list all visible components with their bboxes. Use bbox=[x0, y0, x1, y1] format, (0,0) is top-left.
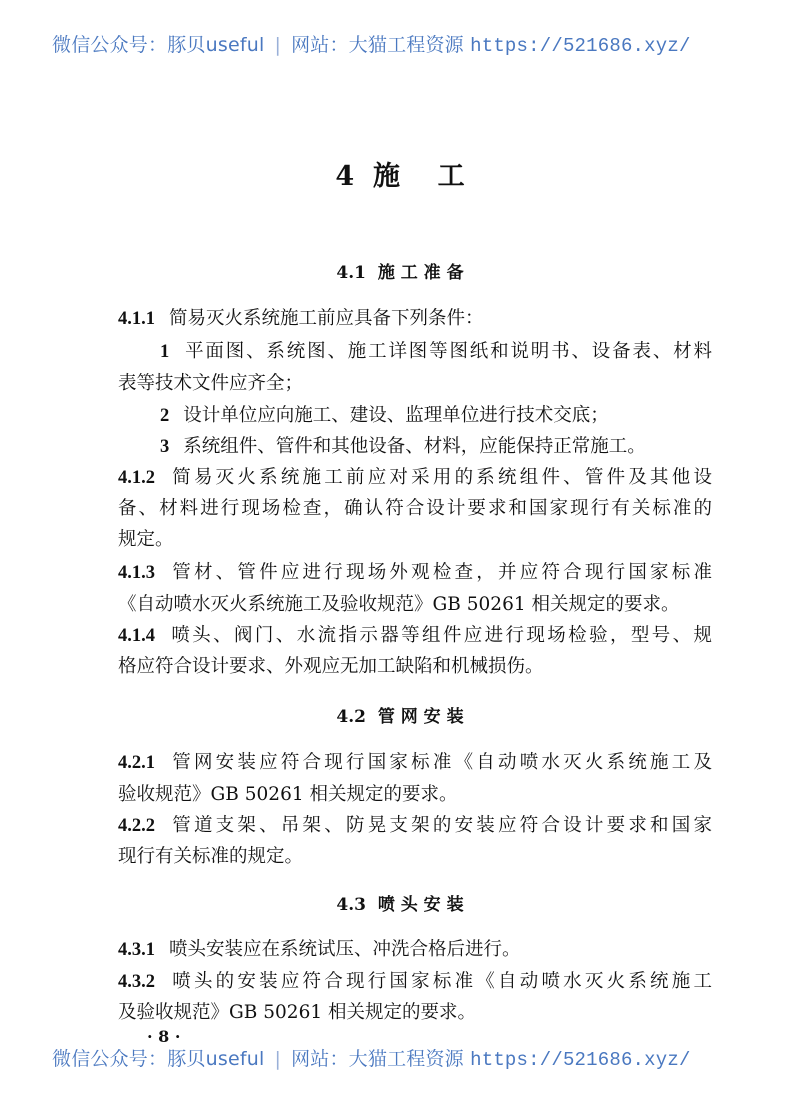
clause-line: 4.2.1 管网安装应符合现行国家标准《自动喷水灭火系统施工及 bbox=[118, 752, 712, 773]
section-heading: 4.2 管 网 安 装 bbox=[336, 707, 464, 727]
text-line: 验收规范》GB 50261 相关规定的要求。 bbox=[118, 784, 458, 805]
text-line: 规定。 bbox=[118, 529, 174, 550]
watermark-url[interactable]: https://521686.xyz/ bbox=[470, 35, 691, 57]
watermark-bottom bbox=[52, 1044, 691, 1071]
watermark-url[interactable]: https://521686.xyz/ bbox=[470, 1049, 691, 1071]
clause-line: 4.3.2 喷头的安装应符合现行国家标准《自动喷水灭火系统施工 bbox=[118, 971, 712, 992]
watermark-top bbox=[52, 30, 691, 57]
chapter-title: 4 施 工 bbox=[335, 161, 465, 192]
list-item: 2 设计单位应向施工、建设、监理单位进行技术交底； bbox=[160, 405, 609, 426]
clause-line: 4.1.1 简易灭火系统施工前应具备下列条件： bbox=[118, 308, 484, 329]
watermark-separator: | bbox=[274, 1048, 282, 1070]
list-item: 1 平面图、系统图、施工详图等图纸和说明书、设备表、材料 bbox=[160, 341, 712, 362]
clause-line: 4.1.3 管材、管件应进行现场外观检查，并应符合现行国家标准 bbox=[118, 562, 712, 583]
text-line: 备、材料进行现场检查，确认符合设计要求和国家现行有关标准的 bbox=[118, 498, 712, 519]
text-line: 现行有关标准的规定。 bbox=[118, 846, 304, 867]
text-line: 《自动喷水灭火系统施工及验收规范》GB 50261 相关规定的要求。 bbox=[118, 594, 680, 615]
watermark-wechat: 微信公众号：豚贝useful bbox=[52, 1048, 265, 1070]
text-line: 表等技术文件应齐全； bbox=[118, 373, 304, 394]
text-line: 格应符合设计要求、外观应无加工缺陷和机械损伤。 bbox=[118, 656, 544, 677]
watermark-site: 网站：大猫工程资源 bbox=[291, 34, 464, 56]
clause-line: 4.2.2 管道支架、吊架、防晃支架的安装应符合设计要求和国家 bbox=[118, 815, 712, 836]
list-item: 3 系统组件、管件和其他设备、材料，应能保持正常施工。 bbox=[160, 436, 646, 457]
watermark-site: 网站：大猫工程资源 bbox=[291, 1048, 464, 1070]
clause-line: 4.1.2 简易灭火系统施工前应对采用的系统组件、管件及其他设 bbox=[118, 467, 712, 488]
watermark-separator: | bbox=[274, 34, 282, 56]
page-number: · 8 · bbox=[147, 1027, 181, 1046]
watermark-wechat: 微信公众号：豚贝useful bbox=[52, 34, 265, 56]
section-heading: 4.3 喷 头 安 装 bbox=[336, 895, 464, 915]
clause-line: 4.3.1 喷头安装应在系统试压、冲洗合格后进行。 bbox=[118, 939, 521, 960]
text-line: 及验收规范》GB 50261 相关规定的要求。 bbox=[118, 1002, 476, 1023]
section-heading: 4.1 施 工 准 备 bbox=[336, 263, 464, 283]
clause-line: 4.1.4 喷头、阀门、水流指示器等组件应进行现场检验，型号、规 bbox=[118, 625, 712, 646]
